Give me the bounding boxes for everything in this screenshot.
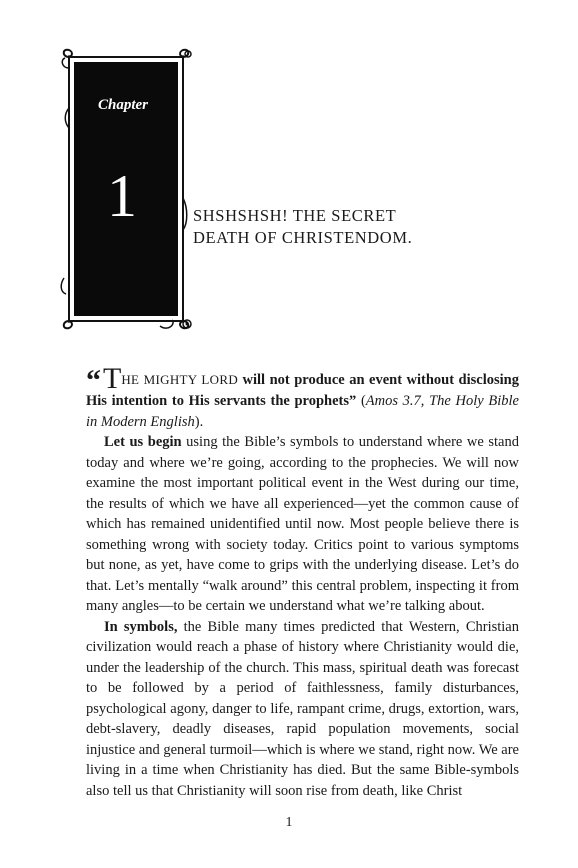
citation-open: ( (356, 393, 366, 409)
paragraph-2-lead: Let us begin (104, 434, 182, 450)
body-text (86, 362, 519, 801)
page-number: 1 (285, 815, 293, 830)
opening-quote-mark: “ (86, 364, 101, 397)
chapter-title-line-2: DEATH OF CHRISTENDOM. (193, 228, 413, 247)
chapter-title (193, 205, 412, 249)
intro-smallcaps: HE MIGHTY LORD (121, 372, 239, 387)
citation-reference: Amos 3.7, The Holy Bible in Modern English (86, 393, 519, 430)
drop-cap: T (103, 362, 122, 395)
intro-bold-quote: will not produce an event without disclosing His intention to His servants the prophets” (86, 372, 519, 409)
chapter-label: Chapter (98, 97, 149, 113)
intro-paragraph (86, 362, 519, 432)
chapter-number: 1 (107, 163, 137, 229)
citation-close: ). (194, 413, 204, 430)
paragraph-3-lead: In symbols, (104, 618, 178, 635)
paragraph-2-text: using the Bible’s symbols to understand where we stand today and where we’re going, according to the prophecies. We will now examine the most important political event in the West during our time, the results of which we have all experienced—yet the common cause of which has remained unidentified until now. Most people believe there is something wrong with society today. Critics point to various symptoms but none, as yet, have come to grips with the underlying disease. Let’s do that. Let’s mentally “walk around” this central problem, inspecting it from many angles—to be certain we understand what we’re talking about. (86, 434, 519, 614)
chapter-title-line-1: SHSHSHSH! THE SECRET (193, 206, 397, 225)
paragraph-2 (86, 432, 519, 617)
paragraph-3 (86, 617, 519, 802)
paragraph-3-text: the Bible many times predicted that Western, Christian civilization would reach a phase of history where Christianity would die, under the leadership of the church. This mass, spiritual death was forecast to be followed by a period of faithlessness, family disturbances, psychological agony, danger to life, rampant crime, drugs, extortion, wars, debt-slavery, deadly diseases, rapid population movements, social injustice and general turmoil—which is where we stand, right now. We are living in a time when Christianity has died. But the same Bible-symbols also tell us that Christianity will soon rise from death, like Christ (86, 618, 519, 799)
